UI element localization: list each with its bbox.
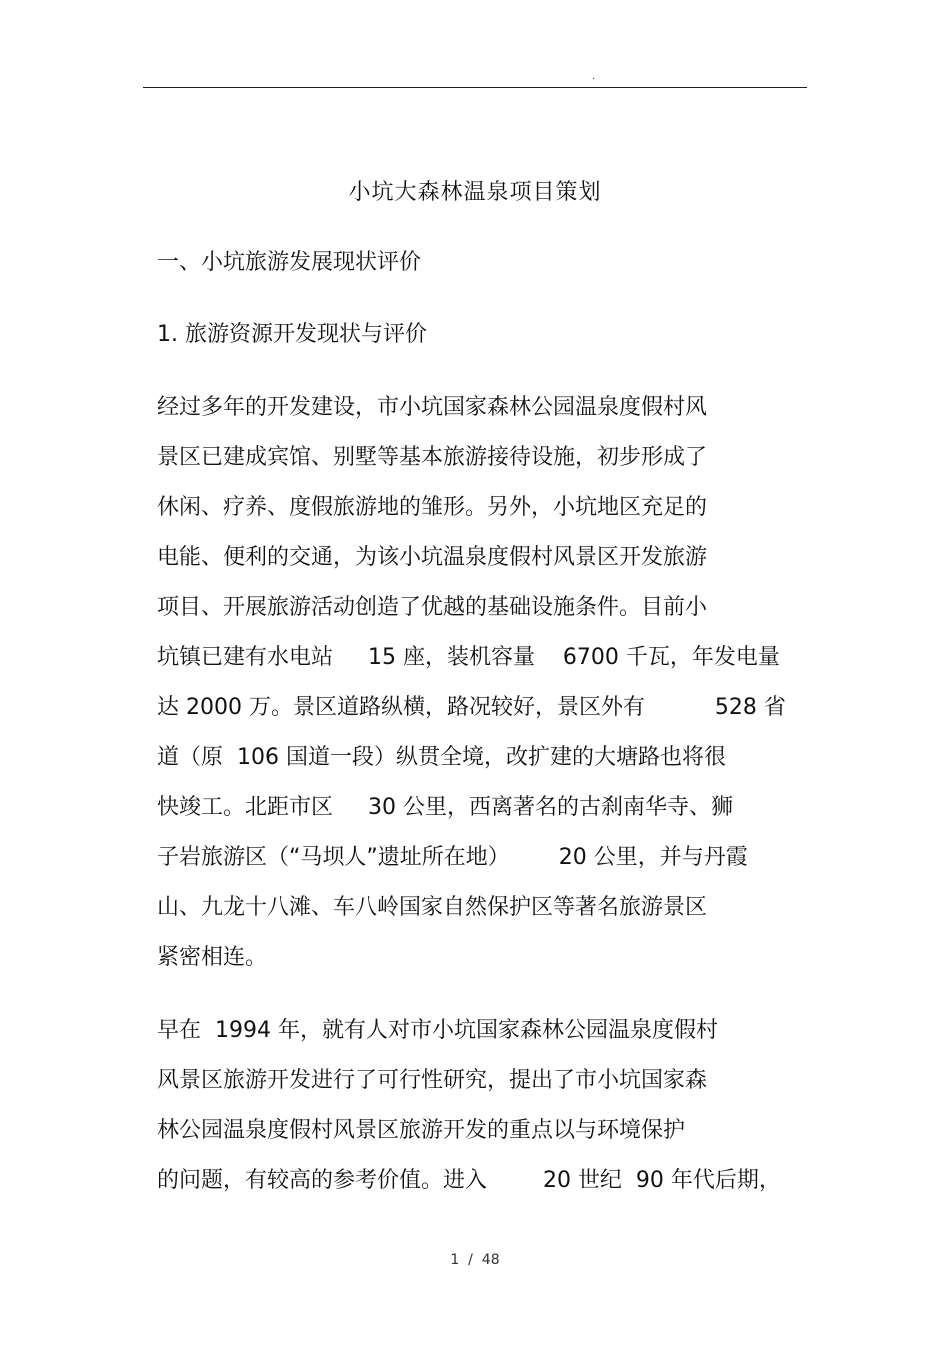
header-rule [143, 87, 807, 88]
paragraph-line: 林公园温泉度假村风景区旅游开发的重点以与环境保护 [157, 1118, 686, 1143]
header-mark: . [592, 71, 596, 82]
paragraph-line: 景区已建成宾馆、别墅等基本旅游接待设施，初步形成了 [157, 445, 708, 470]
paragraph-line: 快竣工。北距市区 30 公里，西离著名的古刹南华寺、狮 [157, 795, 733, 820]
paragraph-line: 休闲、疗养、度假旅游地的雏形。另外，小坑地区充足的 [157, 495, 708, 520]
section-heading: 一、小坑旅游发展现状评价 [157, 250, 422, 275]
paragraph-line: 电能、便利的交通，为该小坑温泉度假村风景区开发旅游 [157, 545, 708, 570]
paragraph-line: 经过多年的开发建设，市小坑国家森林公园温泉度假村风 [157, 395, 708, 420]
paragraph-line: 早在 1994 年，就有人对市小坑国家森林公园温泉度假村 [157, 1018, 718, 1043]
subsection-heading: 1. 旅游资源开发现状与评价 [157, 322, 427, 347]
body-paragraph-2 [157, 1016, 797, 1216]
paragraph-line: 达 2000 万。景区道路纵横，路况较好，景区外有 528 省 [157, 695, 786, 720]
paragraph-line: 道（原 106 国道一段）纵贯全境，改扩建的大塘路也将很 [157, 745, 726, 770]
paragraph-line: 子岩旅游区（“马坝人”遗址所在地） 20 公里，并与丹霞 [157, 845, 748, 870]
page-number: 1 / 48 [450, 1252, 500, 1268]
paragraph-line: 紧密相连。 [157, 945, 268, 970]
body-paragraph-1 [157, 393, 797, 993]
paragraph-line: 坑镇已建有水电站 15 座，装机容量 6700 千瓦，年发电量 [157, 645, 780, 670]
paragraph-line: 项目、开展旅游活动创造了优越的基础设施条件。目前小 [157, 595, 708, 620]
paragraph-line: 的问题，有较高的参考价值。进入 20 世纪 90 年代后期， [157, 1168, 781, 1193]
document-title: 小坑大森林温泉项目策划 [348, 180, 602, 205]
paragraph-line: 风景区旅游开发进行了可行性研究，提出了市小坑国家森 [157, 1068, 708, 1093]
paragraph-line: 山、九龙十八滩、车八岭国家自然保护区等著名旅游景区 [157, 895, 708, 920]
